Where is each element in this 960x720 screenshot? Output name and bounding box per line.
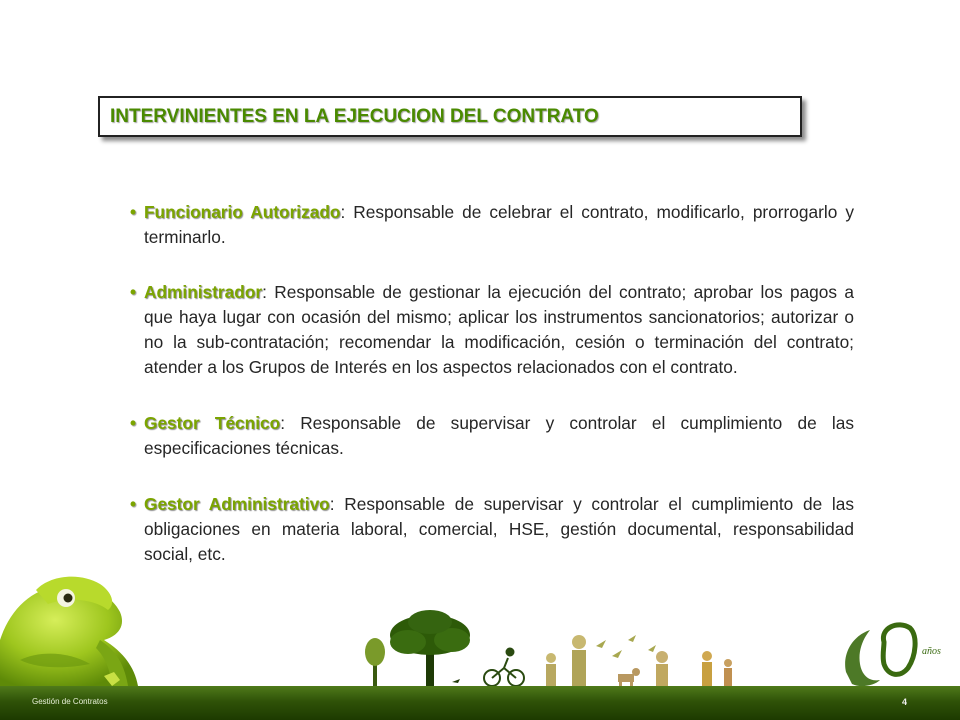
tree-icon xyxy=(365,638,385,688)
cyclist-icon xyxy=(484,649,524,687)
bullet-list xyxy=(110,200,854,597)
page-number: 4 xyxy=(902,697,908,707)
item-description: : Responsable de supervisar y controlar el cumplimiento de las obligaciones en materia laboral, comercial, HSE, gestión documental, responsabilidad social, etc. xyxy=(144,494,854,564)
bullet-icon: • xyxy=(130,413,137,433)
term-gestor-administrativo: Gestor Administrativo xyxy=(144,494,330,514)
birds-icon xyxy=(596,635,656,658)
list-item xyxy=(110,200,854,250)
list-item xyxy=(110,411,854,461)
list-item xyxy=(110,280,854,380)
slide-title-box xyxy=(98,96,802,137)
term-funcionario-autorizado: Funcionario Autorizado xyxy=(144,202,341,222)
small-bird-icon xyxy=(452,679,460,683)
bullet-icon: • xyxy=(130,494,137,514)
slide-title: INTERVINIENTES EN LA EJECUCION DEL CONTRATO xyxy=(110,106,599,127)
item-description: : Responsable de supervisar y controlar el cumplimiento de las especificaciones técnicas. xyxy=(144,413,854,458)
logo-word: años xyxy=(922,646,941,657)
list-item xyxy=(110,492,854,567)
people-silhouettes-icon xyxy=(546,635,732,688)
tree-icon xyxy=(390,610,470,688)
footer-label: Gestión de Contratos xyxy=(32,697,108,706)
term-gestor-tecnico: Gestor Técnico xyxy=(144,413,281,433)
bullet-icon: • xyxy=(130,282,137,302)
term-administrador: Administrador xyxy=(144,282,263,302)
footer-bar xyxy=(0,686,960,720)
item-description: : Responsable de celebrar el contrato, modificarlo, prorrogarlo y terminarlo. xyxy=(144,202,854,247)
anniversary-logo xyxy=(840,618,941,669)
item-description: : Responsable de gestionar la ejecución del contrato; aprobar los pagos a que haya lugar con ocasión del mismo; aplicar los instrumentos sancionatorios; autorizar o no la sub-contratación; recomendar la modificación, cesión o terminación del contrato; atender a los Grupos de Interés en los aspectos relacionados con el contrato. xyxy=(144,282,854,377)
dog-icon xyxy=(618,668,640,688)
bullet-icon: • xyxy=(130,202,137,222)
